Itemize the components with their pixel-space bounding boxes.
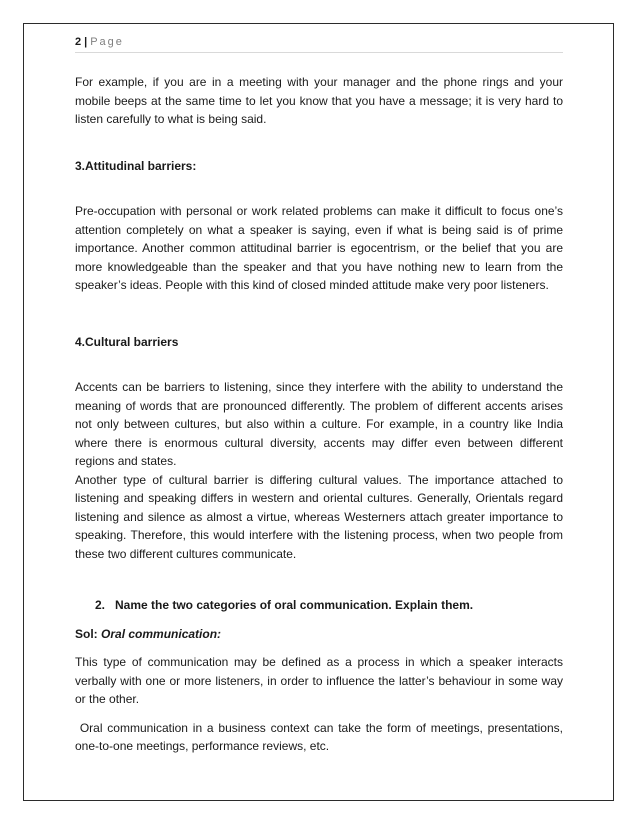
page-content bbox=[75, 73, 567, 756]
paragraph-oral-definition: This type of communication may be defined as a process in which a speaker interacts verbally with one or more listeners, in order to influence the latter’s behaviour in some way or the other. bbox=[75, 655, 563, 706]
heading-attitudinal-barriers: 3.Attitudinal barriers: bbox=[75, 158, 197, 173]
page-number: 2 bbox=[75, 36, 82, 48]
paragraph-cultural-accents: Accents can be barriers to listening, since they interfere with the ability to understand the meaning of words that are pronounced differently. The problem of different accents arises not only between cultures, but also within a culture. For example, in a country like India where there is enormous cultural diversity, accents may differ even between different regions and states. bbox=[75, 380, 563, 468]
heading-cultural-barriers: 4.Cultural barriers bbox=[75, 334, 179, 349]
paragraph-cultural-values: Another type of cultural barrier is differing cultural values. The importance attached to listening and speaking differs in western and oriental cultures. Generally, Orientals regard listening and silence as almost a virtue, whereas Westerners attach greater importance to speaking. Therefore, this would interfere with the listening process, when two people from these two different cultures communicate. bbox=[75, 472, 563, 561]
paragraph-attitudinal: Pre-occupation with personal or work related problems can make it difficult to focus one’s attention completely on what a speaker is saying, even if what is being said is of prime importance. Another common attitudinal barrier is egocentrism, or the belief that you are more knowledgeable than the speaker and that you have nothing new to learn from the speaker’s ideas. People with this kind of closed minded attitude make very poor listeners. bbox=[75, 204, 563, 292]
header-separator: | bbox=[84, 36, 88, 48]
paragraph-oral-business: Oral communication in a business context can take the form of meetings, presentations, one-to-one meetings, performance reviews, etc. bbox=[75, 720, 567, 753]
sol-label: Sol: bbox=[75, 626, 98, 641]
sol-title: Oral communication: bbox=[101, 626, 222, 641]
header-rule bbox=[75, 52, 563, 53]
page-header bbox=[75, 36, 563, 48]
paragraph-meeting-example: For example, if you are in a meeting with your manager and the phone rings and your mobile beeps at the same time to let you know that you have a message; it is very hard to listen carefully to what is being said. bbox=[75, 75, 563, 126]
page-word: Page bbox=[90, 36, 124, 48]
solution-heading bbox=[75, 625, 563, 644]
question-2 bbox=[75, 596, 563, 615]
question-number: 2. bbox=[95, 598, 106, 612]
question-text: Name the two categories of oral communication. Explain them. bbox=[115, 598, 474, 612]
